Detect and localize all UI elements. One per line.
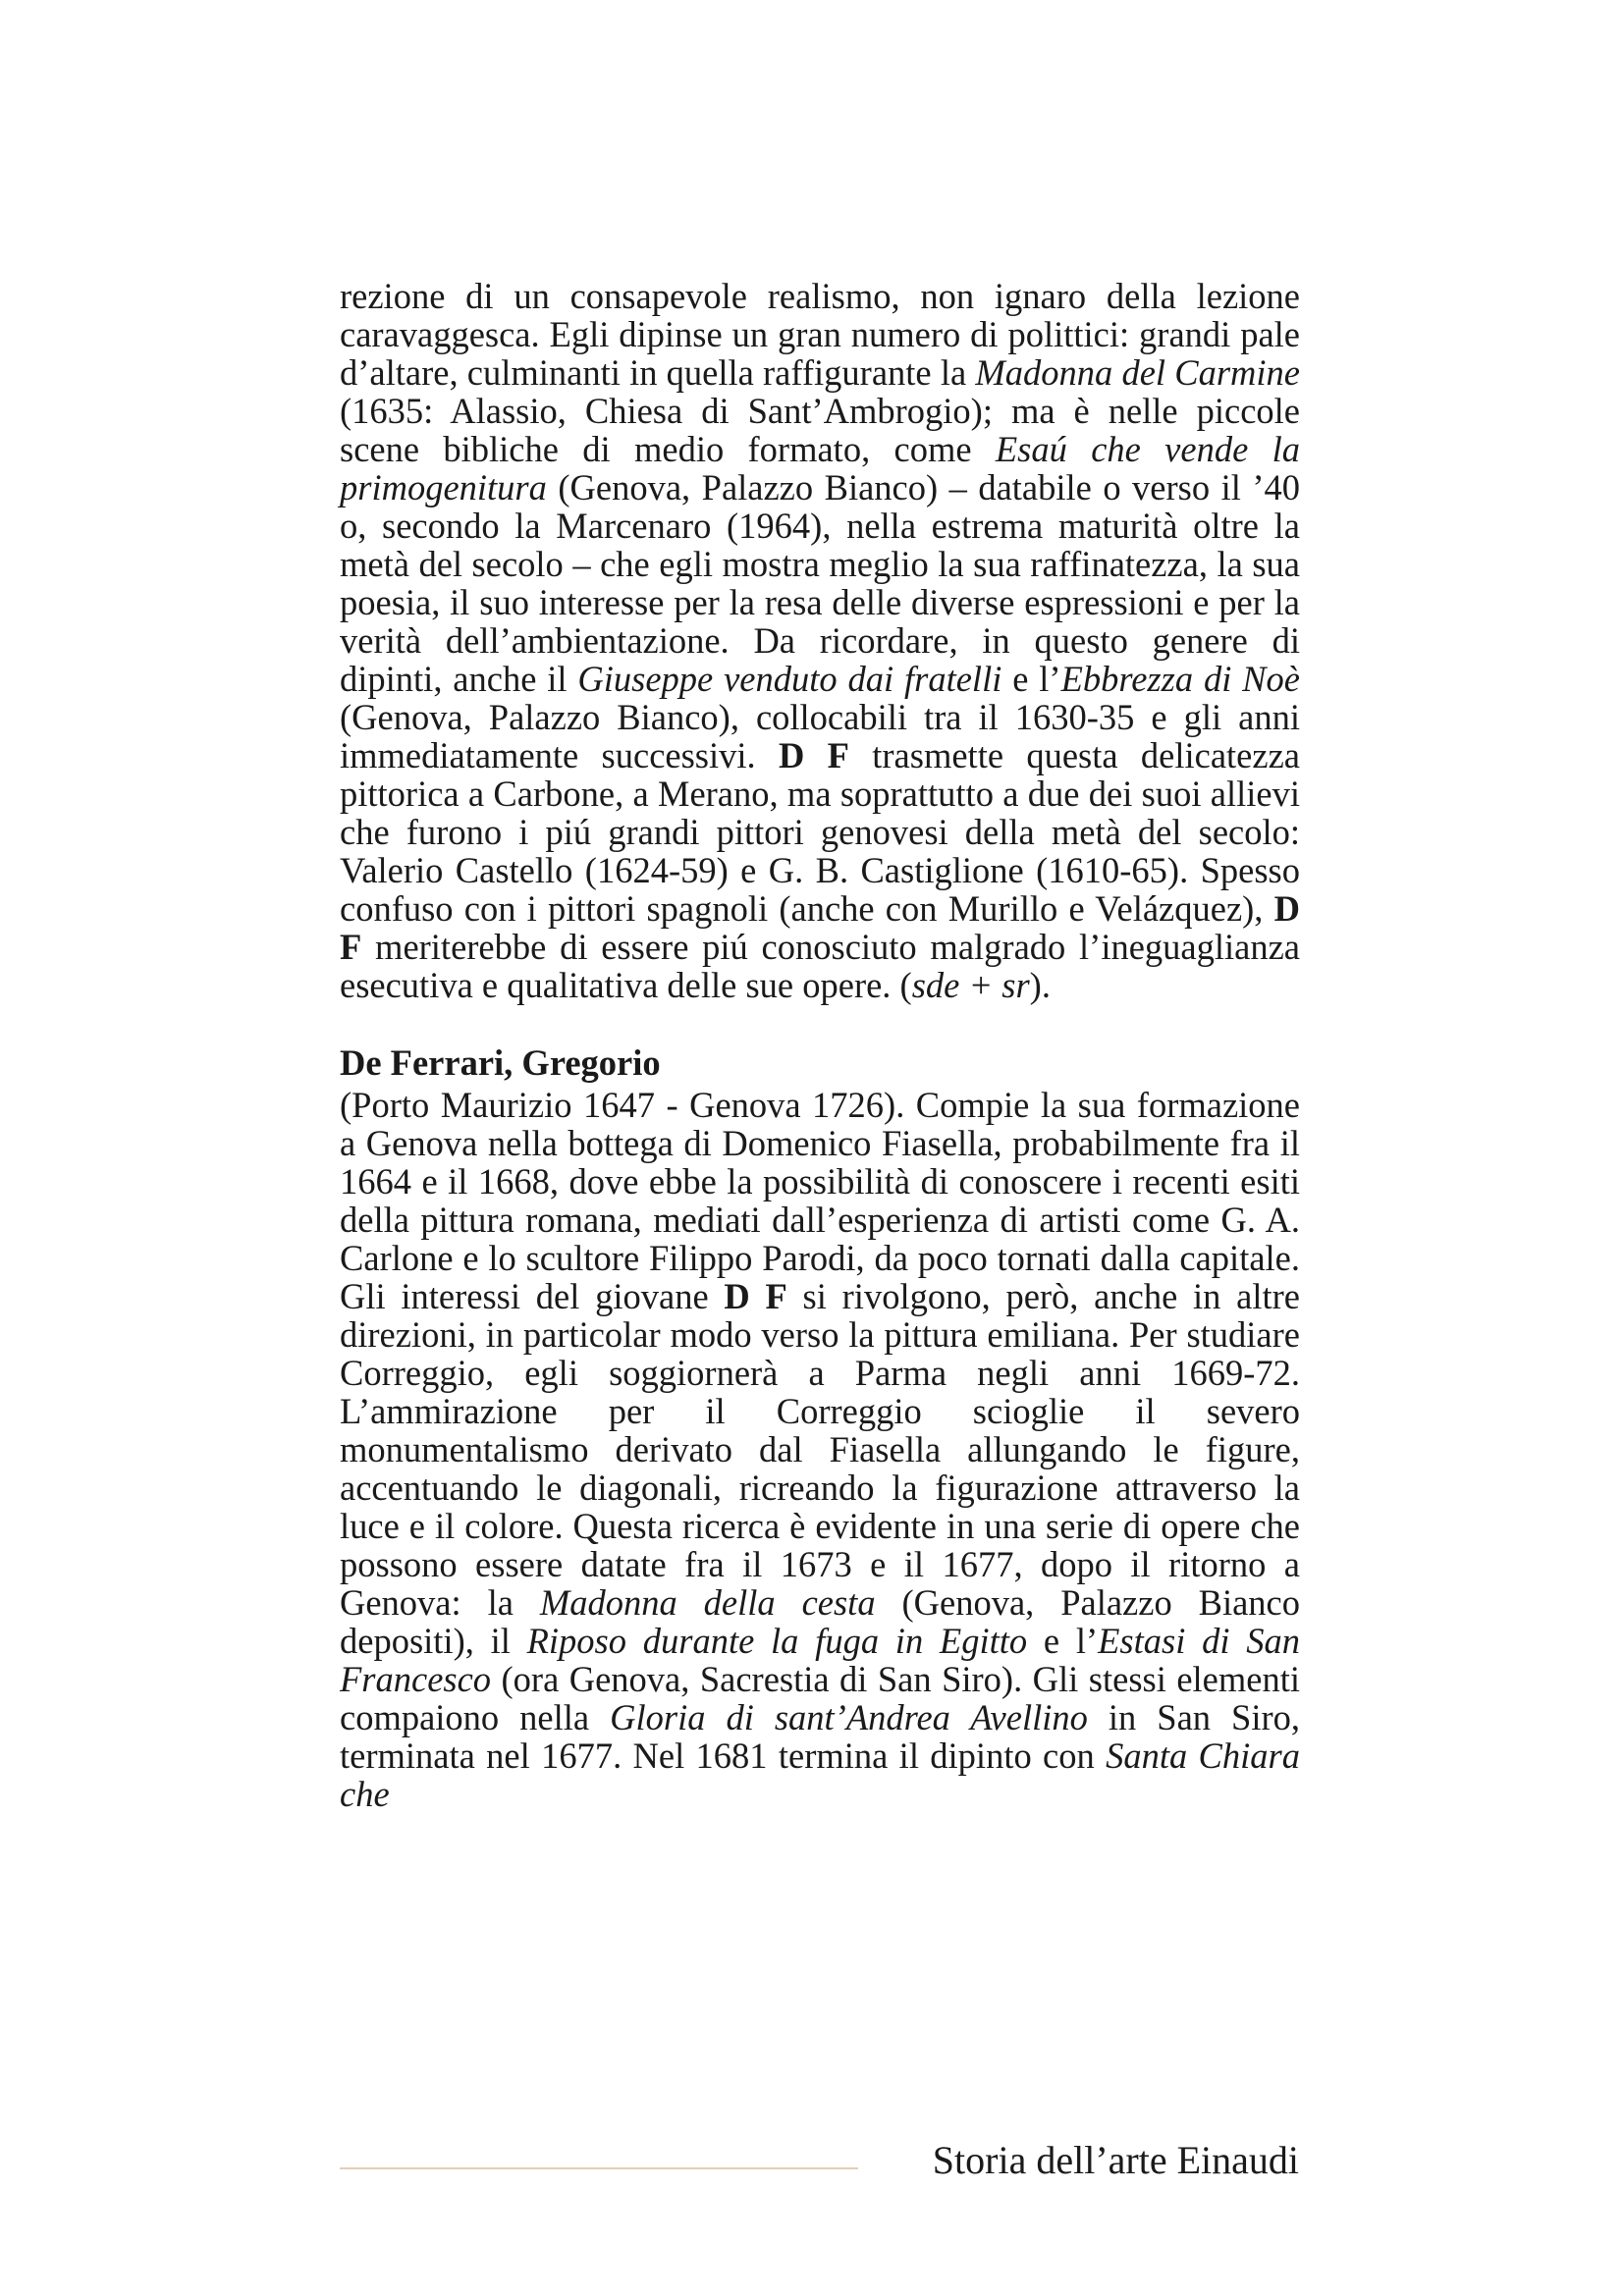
footer-divider [340, 2167, 858, 2169]
text-run: e l’ [1027, 1621, 1099, 1661]
entry-continuation-text [340, 277, 1300, 1004]
italic-title: Esaú che vende la primogenitura [340, 429, 1300, 507]
text-run: si rivolgono, però, anche in altre direzioni, in particolar modo verso la pittura emiliana. Per studiare Correggio, egli soggiornerà a Parma negli anni 1669-72. L’ammirazione per il Correggio scioglie il severo monumentalismo derivato dal Fiasella allungando le figure, accentuando le diagonali, ricreando la figurazione attraverso la luce e il colore. Questa ricerca è evidente in una serie di opere che possono essere datate fra il 1673 e il 1677, dopo il ritorno a Genova: la [340, 1276, 1301, 1623]
entry-body-text [340, 1086, 1300, 1813]
artist-abbreviation: D F [724, 1276, 787, 1316]
entry-heading: De Ferrari, Gregorio [340, 1042, 661, 1083]
italic-title: sde + sr [911, 965, 1030, 1005]
text-run: in San Siro, terminata nel 1677. Nel 1681 termina il dipinto con [340, 1697, 1300, 1776]
italic-title: Madonna del Carmine [975, 352, 1300, 393]
italic-title: Madonna della cesta [539, 1582, 876, 1623]
italic-title: Gloria di sant’Andrea Avellino [610, 1697, 1088, 1737]
artist-abbreviation: D F [340, 888, 1300, 967]
text-run: e l’ [1001, 659, 1061, 699]
text-run: (ora Genova, Sacrestia di San Siro). Gli stessi elementi compaiono nella [340, 1659, 1300, 1737]
italic-title: Giuseppe venduto dai fratelli [577, 659, 1002, 699]
text-run: (Genova, Palazzo Bianco) – databile o verso il ’40 o, secondo la Marcenaro (1964), nella estrema maturità oltre la metà del secolo – che egli mostra meglio la sua raffinatezza, la sua poesia, il suo interesse per la resa delle diverse espressioni e per la verità dell’ambientazione. Da ricordare, in questo genere di dipinti, anche il [340, 467, 1300, 699]
text-run: (Porto Maurizio 1647 - Genova 1726). Compie la sua formazione a Genova nella bottega di Domenico Fiasella, probabilmente fra il 1664 e il 1668, dove ebbe la possibilità di conoscere i recenti esiti della pittura romana, mediati dall’esperienza di artisti come G. A. Carlone e lo scultore Filippo Parodi, da poco tornati dalla capitale. Gli interessi del giovane [340, 1085, 1300, 1316]
text-run: rezione di un consapevole realismo, non ignaro della lezione caravaggesca. Egli dipinse un gran numero di polittici: grandi pale d’altare, culminanti in quella raffigurante la [340, 276, 1300, 393]
text-run: ). [1029, 965, 1051, 1005]
italic-title: Riposo durante la fuga in Egitto [526, 1621, 1028, 1661]
footer-title: Storia dell’arte Einaudi [932, 2138, 1299, 2182]
text-run: trasmette questa delicatezza pittorica a Carbone, a Merano, ma soprattutto a due dei suoi allievi che furono i piú grandi pittori genovesi della metà del secolo: Valerio Castello (1624-59) e G. B. Castiglione (1610-65). Spesso confuso con i pittori spagnoli (anche con Murillo e Velázquez), [340, 735, 1300, 929]
text-run: (Genova, Palazzo Bianco depositi), il [340, 1582, 1301, 1661]
page-body [340, 277, 1300, 1813]
italic-title: Estasi di San Francesco [340, 1621, 1300, 1699]
text-run: (1635: Alassio, Chiesa di Sant’Ambrogio); ma è nelle piccole scene bibliche di medio formato, come [340, 391, 1300, 469]
artist-abbreviation: D F [778, 735, 849, 775]
text-run: (Genova, Palazzo Bianco), collocabili tra il 1630-35 e gli anni immediatamente successivi. [340, 697, 1300, 775]
italic-title: Santa Chiara che [340, 1735, 1300, 1814]
text-run: meriterebbe di essere piú conosciuto malgrado l’ineguaglianza esecutiva e qualitativa delle sue opere. ( [340, 927, 1300, 1005]
italic-title: Ebbrezza di Noè [1060, 659, 1300, 699]
